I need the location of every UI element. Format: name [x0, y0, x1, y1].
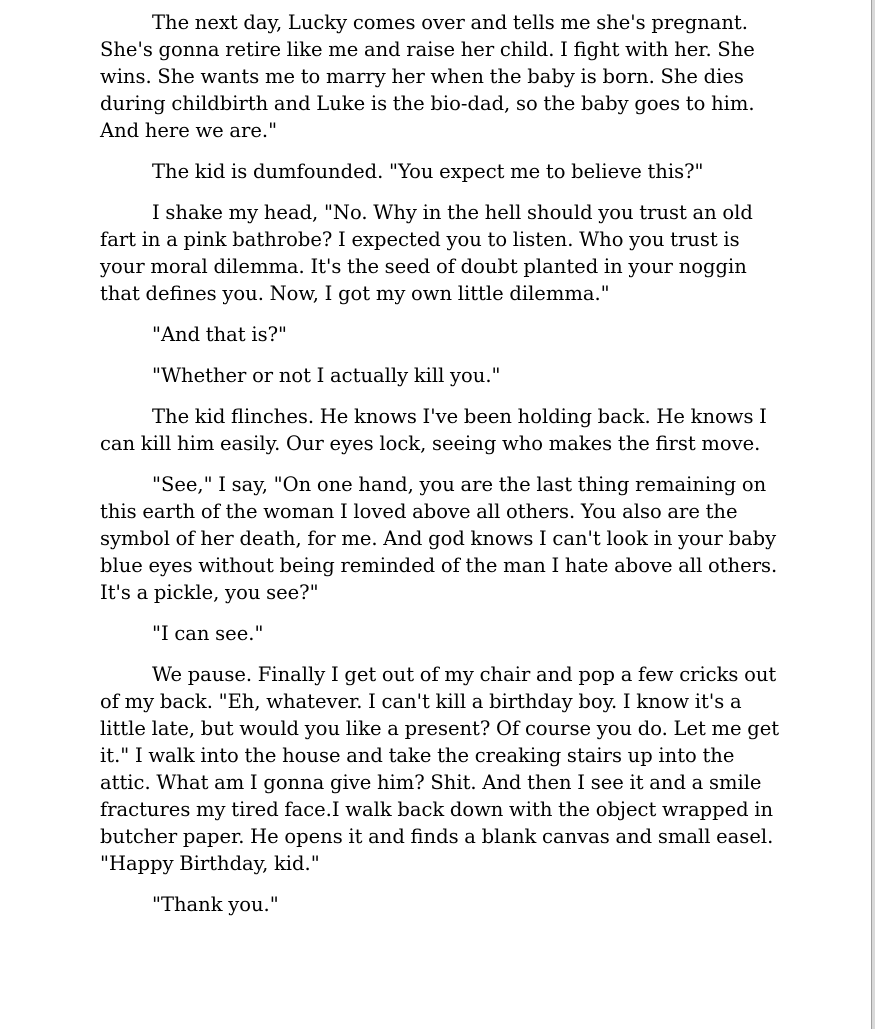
- paragraph-8: "I can see.": [152, 622, 264, 645]
- paragraph-7: "See," I say, "On one hand, you are the last thing remaining on this earth of the woman I loved above all others. You also are the symbol of her death, for me. And god knows I can't look in your baby blue eyes without being reminded of the man I hate above all others. It's a pickle, you see?": [100, 473, 778, 604]
- paragraph-4: "And that is?": [152, 323, 288, 346]
- paragraph-6: The kid flinches. He knows I've been holding back. He knows I can kill him easily. Our eyes lock, seeing who makes the first move.: [100, 405, 767, 455]
- paragraph-10: "Thank you.": [152, 893, 279, 916]
- paragraph-5: "Whether or not I actually kill you.": [152, 364, 501, 387]
- paragraph-3: I shake my head, "No. Why in the hell should you trust an old fart in a pink bathrobe? I expected you to listen. Who you trust is your moral dilemma. It's the seed of doubt planted in your noggin that defines you. Now, I got my own little dilemma.": [100, 201, 753, 305]
- paragraph-2: The kid is dumfounded. "You expect me to believe this?": [152, 160, 704, 183]
- paragraph-9: We pause. Finally I get out of my chair and pop a few cricks out of my back. "Eh, whatever. I can't kill a birthday boy. I know it's a little late, but would you like a present? Of course you do. Let me get it." I walk into the house and take the creaking stairs up into the attic. What am I gonna give him? Shit. And then I see it and a smile fractures my tired face.I walk back down with the object wrapped in butcher paper. He opens it and finds a blank canvas and small easel. "Happy Birthday, kid.": [100, 663, 780, 875]
- paragraph-1: The next day, Lucky comes over and tells me she's pregnant. She's gonna retire like me and raise her child. I fight with her. She wins. She wants me to marry her when the baby is born. She dies during childbirth and Luke is the bio-dad, so the baby goes to him. And here we are.": [100, 11, 755, 142]
- document-body: [100, 9, 780, 932]
